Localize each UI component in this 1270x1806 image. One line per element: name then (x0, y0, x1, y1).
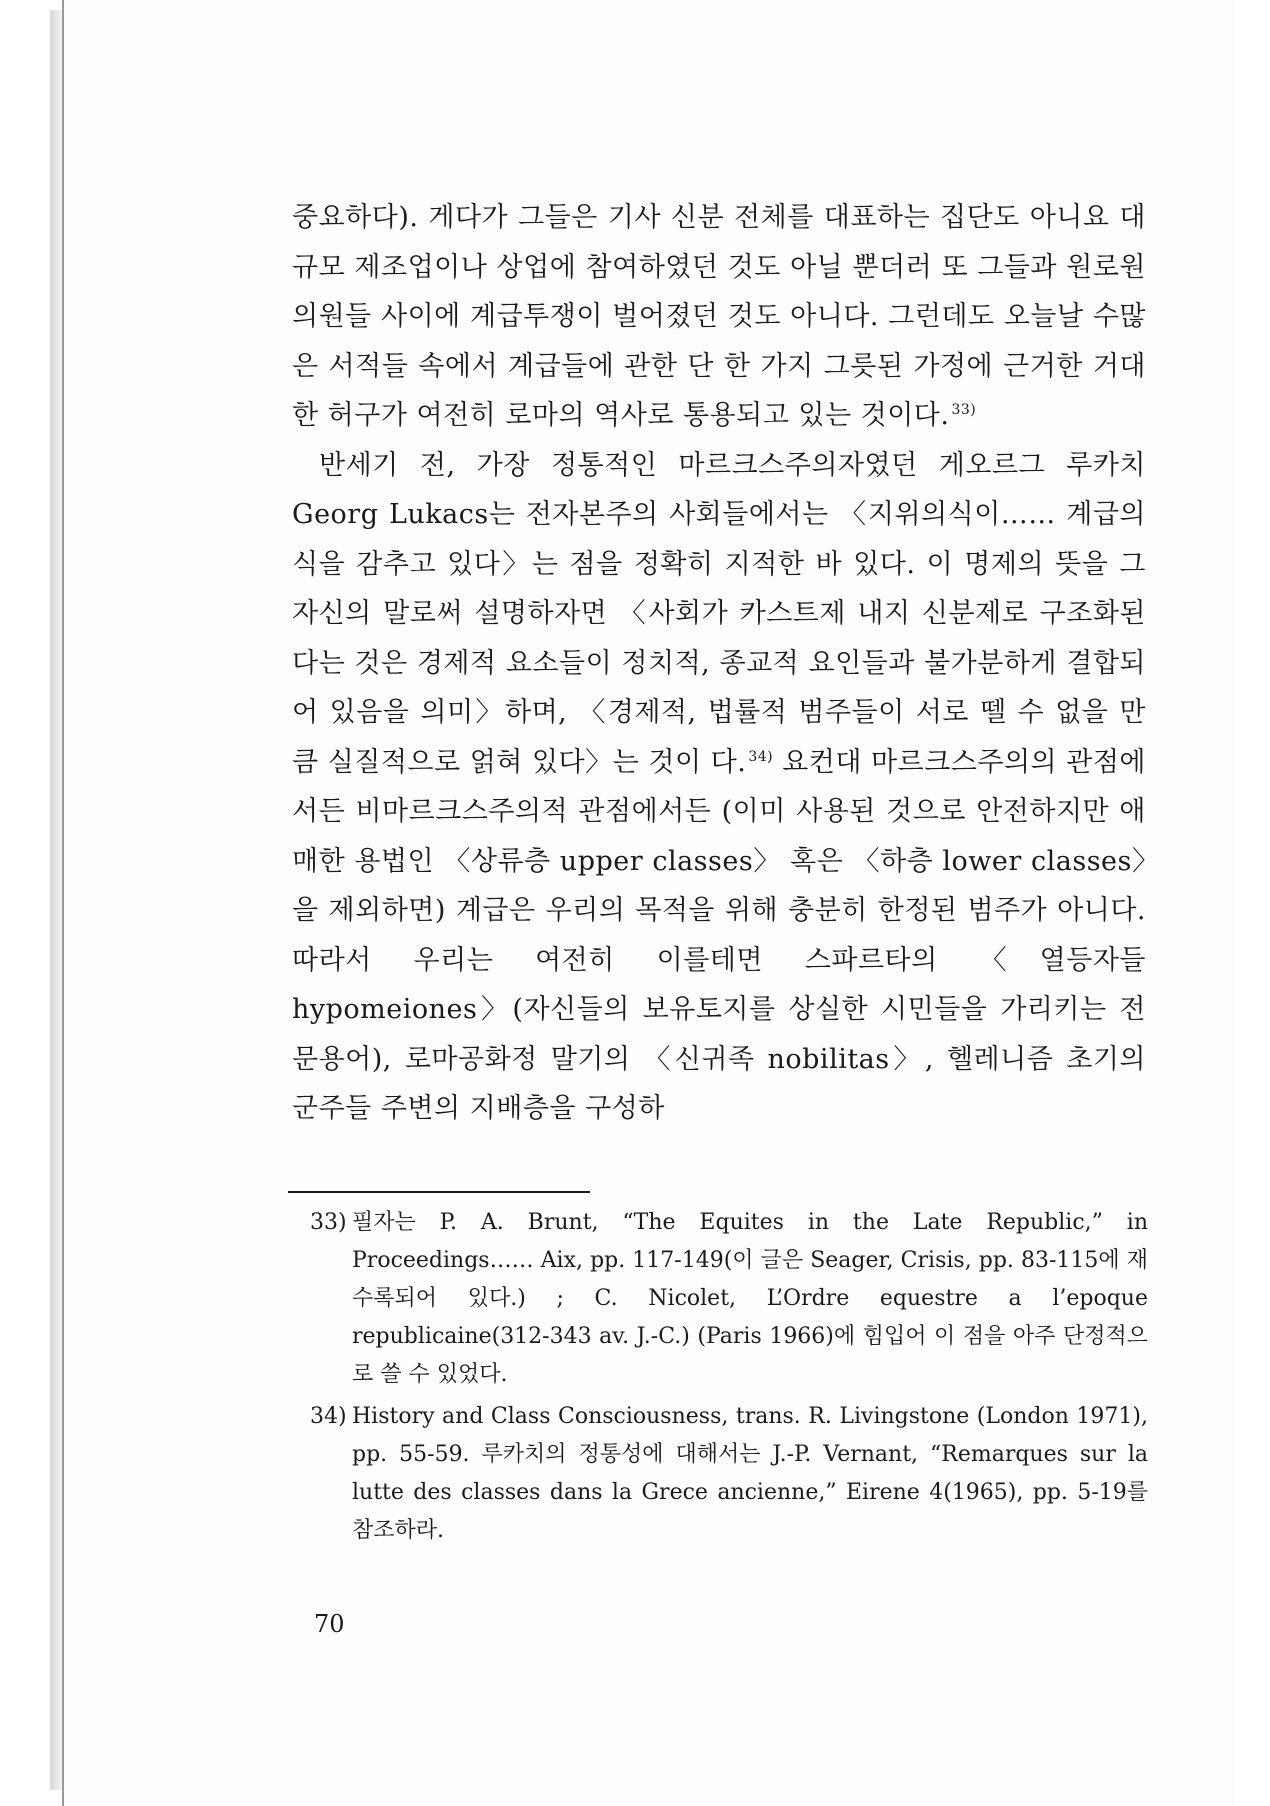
paragraph-2-text: 반세기 전, 가장 정통적인 마르크스주의자였던 게오르그 루카치 Georg Lukacs는 전자본주의 사회들에서는 〈지위의식이…… 계급의식을 감추고 있다〉는 점을 정확히 지적한 바 있다. 이 명제의 뜻을 그 자신의 말로써 설명하자면 〈사회가 카스트제 내지 신분제로 구조화된다는 것은 경제적 요소들이 정치적, 종교적 요인들과 불가분하게 결합되어 있음을 의미〉하며, 〈경제적, 법률적 범주들이 서로 뗄 수 없을 만큼 실질적으로 얽혀 있다〉는 것이 다. (292, 449, 1146, 778)
paragraph-1 (292, 193, 1146, 441)
body-text (292, 193, 1146, 1134)
footnote-divider (288, 1191, 590, 1193)
page-margin (1234, 0, 1270, 1806)
footnote-ref-34[interactable]: 34) (748, 748, 774, 765)
paragraph-1-text: 중요하다). 게다가 그들은 기사 신분 전체를 대표하는 집단도 아니요 대규모 제조업이나 상업에 참여하였던 것도 아닐 뿐더러 또 그들과 원로원 의원들 사이에 계급투쟁이 벌어졌던 것도 아니다. 그런데도 오늘날 수많은 서적들 속에서 계급들에 관한 단 한 가지 그릇된 가정에 근거한 거대한 허구가 여전히 로마의 역사로 통용되고 있는 것이다. (292, 202, 1146, 431)
footnote-number: 34) (310, 1404, 347, 1429)
footnote-34 (310, 1398, 1148, 1550)
footnote-ref-33[interactable]: 33) (951, 402, 977, 418)
footnote-33 (310, 1204, 1148, 1394)
footnote-text: History and Class Consciousness, trans. R. Livingstone (London 1971), pp. 55-59. 루카치의 정통성에 대해서는 J.-P. Vernant, “Remarques sur la lutte des classes dans la Grece ancienne,” Eirene 4(1965), pp. 5-19를 참조하라. (352, 1404, 1148, 1543)
footnote-text: 필자는 P. A. Brunt, “The Equites in the Late Republic,” in Proceedings…… Aix, pp. 117-149(이 글은 Seager, Crisis, pp. 83-115에 재수록되어 있다.) ; C. Nicolet, L’Ordre equestre a l’epoque republicaine(312-343 av. J.-C.) (Paris 1966)에 힘입어 이 점을 아주 단정적으로 쓸 수 있었다. (352, 1210, 1148, 1387)
footnote-number: 33) (310, 1210, 347, 1235)
paragraph-2-continuation: 요컨대 마르크스주의의 관점에서든 비마르크스주의적 관점에서든 (이미 사용된 것으로 안전하지만 애매한 용법인 〈상류층 upper classes〉 혹은 〈하층 lower classes〉을 제외하면) 계급은 우리의 목적을 위해 충분히 한정된 범주가 아니다. 따라서 우리는 여전히 이를테면 스파르타의 〈열등자들 hypomeiones〉(자신들의 보유토지를 상실한 시민들을 가리키는 전문용어), 로마공화정 말기의 〈신귀족 nobilitas〉, 헬레니즘 초기의 군주들 주변의 지배층을 구성하 (292, 746, 1146, 1124)
footnotes (310, 1204, 1148, 1554)
paragraph-2 (292, 441, 1146, 1134)
page-number: 70 (314, 1610, 345, 1638)
